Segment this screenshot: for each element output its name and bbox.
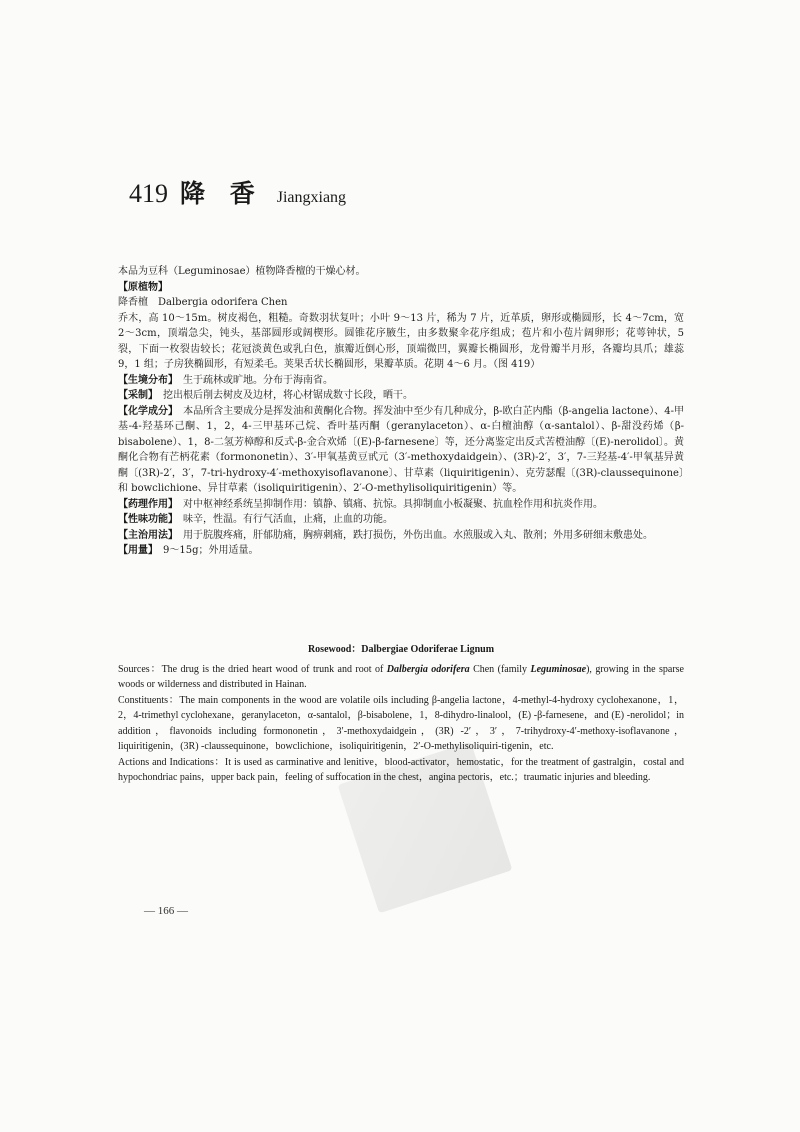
english-actions: Actions and Indications：It is used as carminative and lenitive，blood-activator，hemostatic，for the treatment of gastralgin，costal and hypochondriac pains，upper back pain，feeling of suffocation in the chest，angina pectoris，etc.；traumatic injuries and bleeding. bbox=[118, 756, 684, 783]
dose-text: 9～15g；外用适量。 bbox=[163, 545, 259, 556]
entry-pinyin: Jiangxiang bbox=[276, 189, 347, 206]
page-number: — 166 — bbox=[144, 905, 188, 917]
intro-text: 本品为豆科（Leguminosae）植物降香檀的干燥心材。 bbox=[118, 266, 366, 277]
plant-description: 乔木，高 10～15m。树皮褐色，粗糙。奇数羽状复叶；小叶 9～13 片，稀为 7 片，近革质，卵形或椭圆形，长 4～7cm，宽 2～3cm，顶端急尖，钝头，基部圆形或阔楔形。圆锥花序腋生，由多数聚伞花序组成；苞片和小苞片阔卵形；花萼钟状，5 裂，下面一枚裂齿较长；花冠淡黄色或乳白色，旗瓣近倒心形，顶端微凹，翼瓣长椭圆形，龙骨瓣半月形，各瓣均具爪；雄蕊 9，1 组；子房狭椭圆形，有短柔毛。荚果舌状长椭圆形，果瓣革质。花期 4～6 月。（图 419） bbox=[118, 312, 684, 370]
dose-heading: 【用量】 bbox=[118, 545, 153, 556]
pharm-text: 对中枢神经系统呈抑制作用：镇静、镇痛、抗惊。具抑制血小板凝聚、抗血栓作用和抗炎作用。 bbox=[183, 498, 603, 510]
nature-text: 味辛，性温。有行气活血，止痛，止血的功能。 bbox=[183, 514, 393, 525]
habitat-heading: 【生境分布】 bbox=[118, 374, 173, 386]
chinese-body bbox=[118, 264, 684, 559]
origin-heading: 【原植物】 bbox=[118, 281, 168, 293]
collect-text: 挖出根后削去树皮及边材，将心材锯成数寸长段，晒干。 bbox=[163, 390, 413, 401]
page-title bbox=[129, 174, 346, 210]
nature-heading: 【性味功能】 bbox=[118, 514, 173, 525]
entry-chinese-name: 降 香 bbox=[180, 179, 263, 208]
pharm-heading: 【药理作用】 bbox=[118, 498, 173, 510]
english-sources: Sources：The drug is the dried heart wood of trunk and root of Dalbergia odorifera Chen (family Leguminosae), growing in the sparse woods or wilderness and distributed in Hainan. bbox=[118, 663, 684, 690]
english-title: Rosewood：Dalbergiae Odoriferae Lignum bbox=[307, 644, 495, 655]
entry-number: 419 bbox=[129, 179, 168, 208]
collect-heading: 【采制】 bbox=[118, 390, 153, 401]
english-constituents: Constituents：The main components in the wood are volatile oils including β-angelia lactone，4-methyl-4-hydroxy cyclohexanone，1，2，4-trimethyl cyclohexane，geranylaceton，α-santalol，β-bisabolene，1，8-dihydro-linalool，(E) -β-farnesene，and (E) -nerolidol；in addition，flavonoids including formononetin，3′-methoxydaidgein，(3R) -2′，3′，7-trihydroxy-4′-methoxy-isoflavanone，liquiritigenin，(3R) -claussequinone，bowclichione，isoliquiritigenin，2′-O-methylisoliquiri-tigenin，etc. bbox=[118, 694, 684, 752]
chem-text: 本品所含主要成分是挥发油和黄酮化合物。挥发油中至少有几种成分，β-欧白芷内酯（β-angelia lactone）、4-甲基-4-羟基环己酮、1，2，4-三甲基环己烷、香叶基丙酮（geranylaceton）、α-白檀油醇（α-santalol）、β-甜没药烯（β-bisabolene）、1，8-二氢芳樟醇和反式-β-金合欢烯〔(E)-β-farnesene〕等，还分离鉴定出反式苦橙油醇〔(E)-nerolidol〕。黄酮化合物有芒柄花素（formononetin）、3′-甲氧基黄豆甙元（3′-methoxydaidgein）、(3R)-2′，3′，7-三羟基-4′-甲氧基异黄酮〔(3R)-2′，3′，7-tri-hydroxy-4′-methoxyisoflavanone〕、甘草素（liquiritigenin）、克劳瑟醌〔(3R)-claussequinone〕和 bowclichione、异甘草素（isoliquiritigenin）、2′-O-methylisoliquiritigenin）等。 bbox=[118, 405, 684, 494]
habitat-text: 生于疏林或旷地。分布于海南省。 bbox=[183, 374, 333, 386]
plant-name: 降香檀 Dalbergia odorifera Chen bbox=[118, 297, 288, 308]
english-body bbox=[118, 642, 684, 786]
chem-heading: 【化学成分】 bbox=[118, 405, 174, 417]
use-heading: 【主治用法】 bbox=[118, 529, 173, 541]
use-text: 用于脘腹疼痛，肝郁肋痛，胸痹刺痛，跌打损伤，外伤出血。水煎服或入丸、散剂；外用多研细末敷患处。 bbox=[183, 529, 653, 541]
